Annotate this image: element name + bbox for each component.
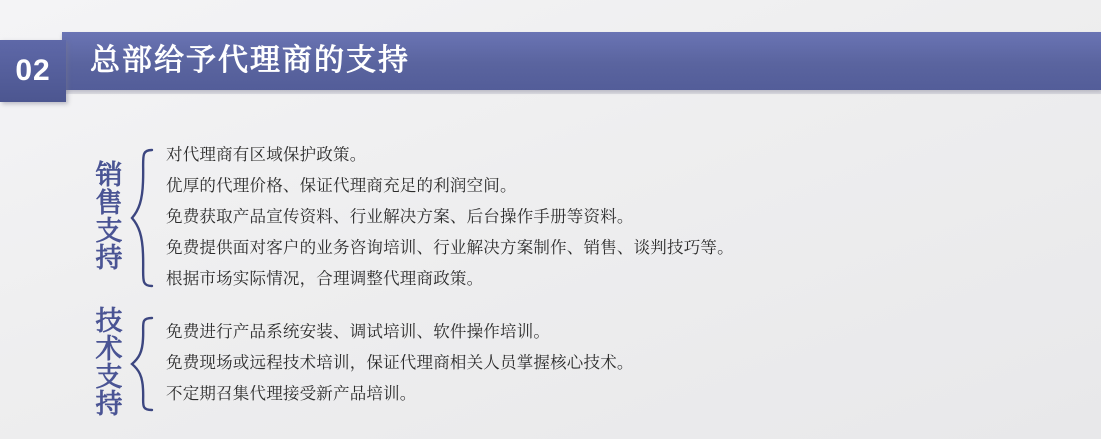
- list-item: 免费现场或远程技术培训，保证代理商相关人员掌握核心技术。: [166, 354, 634, 373]
- list-item: 不定期召集代理接受新产品培训。: [166, 385, 417, 404]
- curly-brace-icon: [126, 148, 160, 288]
- header-bar: [62, 32, 1101, 90]
- list-item: 免费提供面对客户的业务咨询培训、行业解决方案制作、销售、谈判技巧等。: [166, 239, 734, 257]
- list-item: 根据市场实际情况，合理调整代理商政策。: [166, 270, 484, 288]
- slide-header: [0, 32, 1101, 94]
- section-sales-support-label: 销 售 支 持: [95, 159, 123, 274]
- list-item: 免费获取产品宣传资料、行业解决方案、后台操作手册等资料。: [166, 208, 634, 226]
- list-item: 对代理商有区域保护政策。: [166, 146, 367, 164]
- list-item: 免费进行产品系统安装、调试培训、软件操作培训。: [166, 323, 551, 342]
- list-item: 优厚的代理价格、保证代理商充足的利润空间。: [166, 177, 517, 195]
- sales-support-list: [166, 140, 734, 295]
- section-sales-support: [92, 140, 734, 295]
- section-tech-support-label: 技 术 支 持: [95, 306, 123, 420]
- page-title: 总部给予代理商的支持: [90, 44, 410, 77]
- tech-support-list: [166, 317, 634, 410]
- curly-brace-icon: [126, 316, 160, 412]
- section-tech-support: [92, 308, 634, 419]
- section-number-badge: 02: [0, 40, 66, 102]
